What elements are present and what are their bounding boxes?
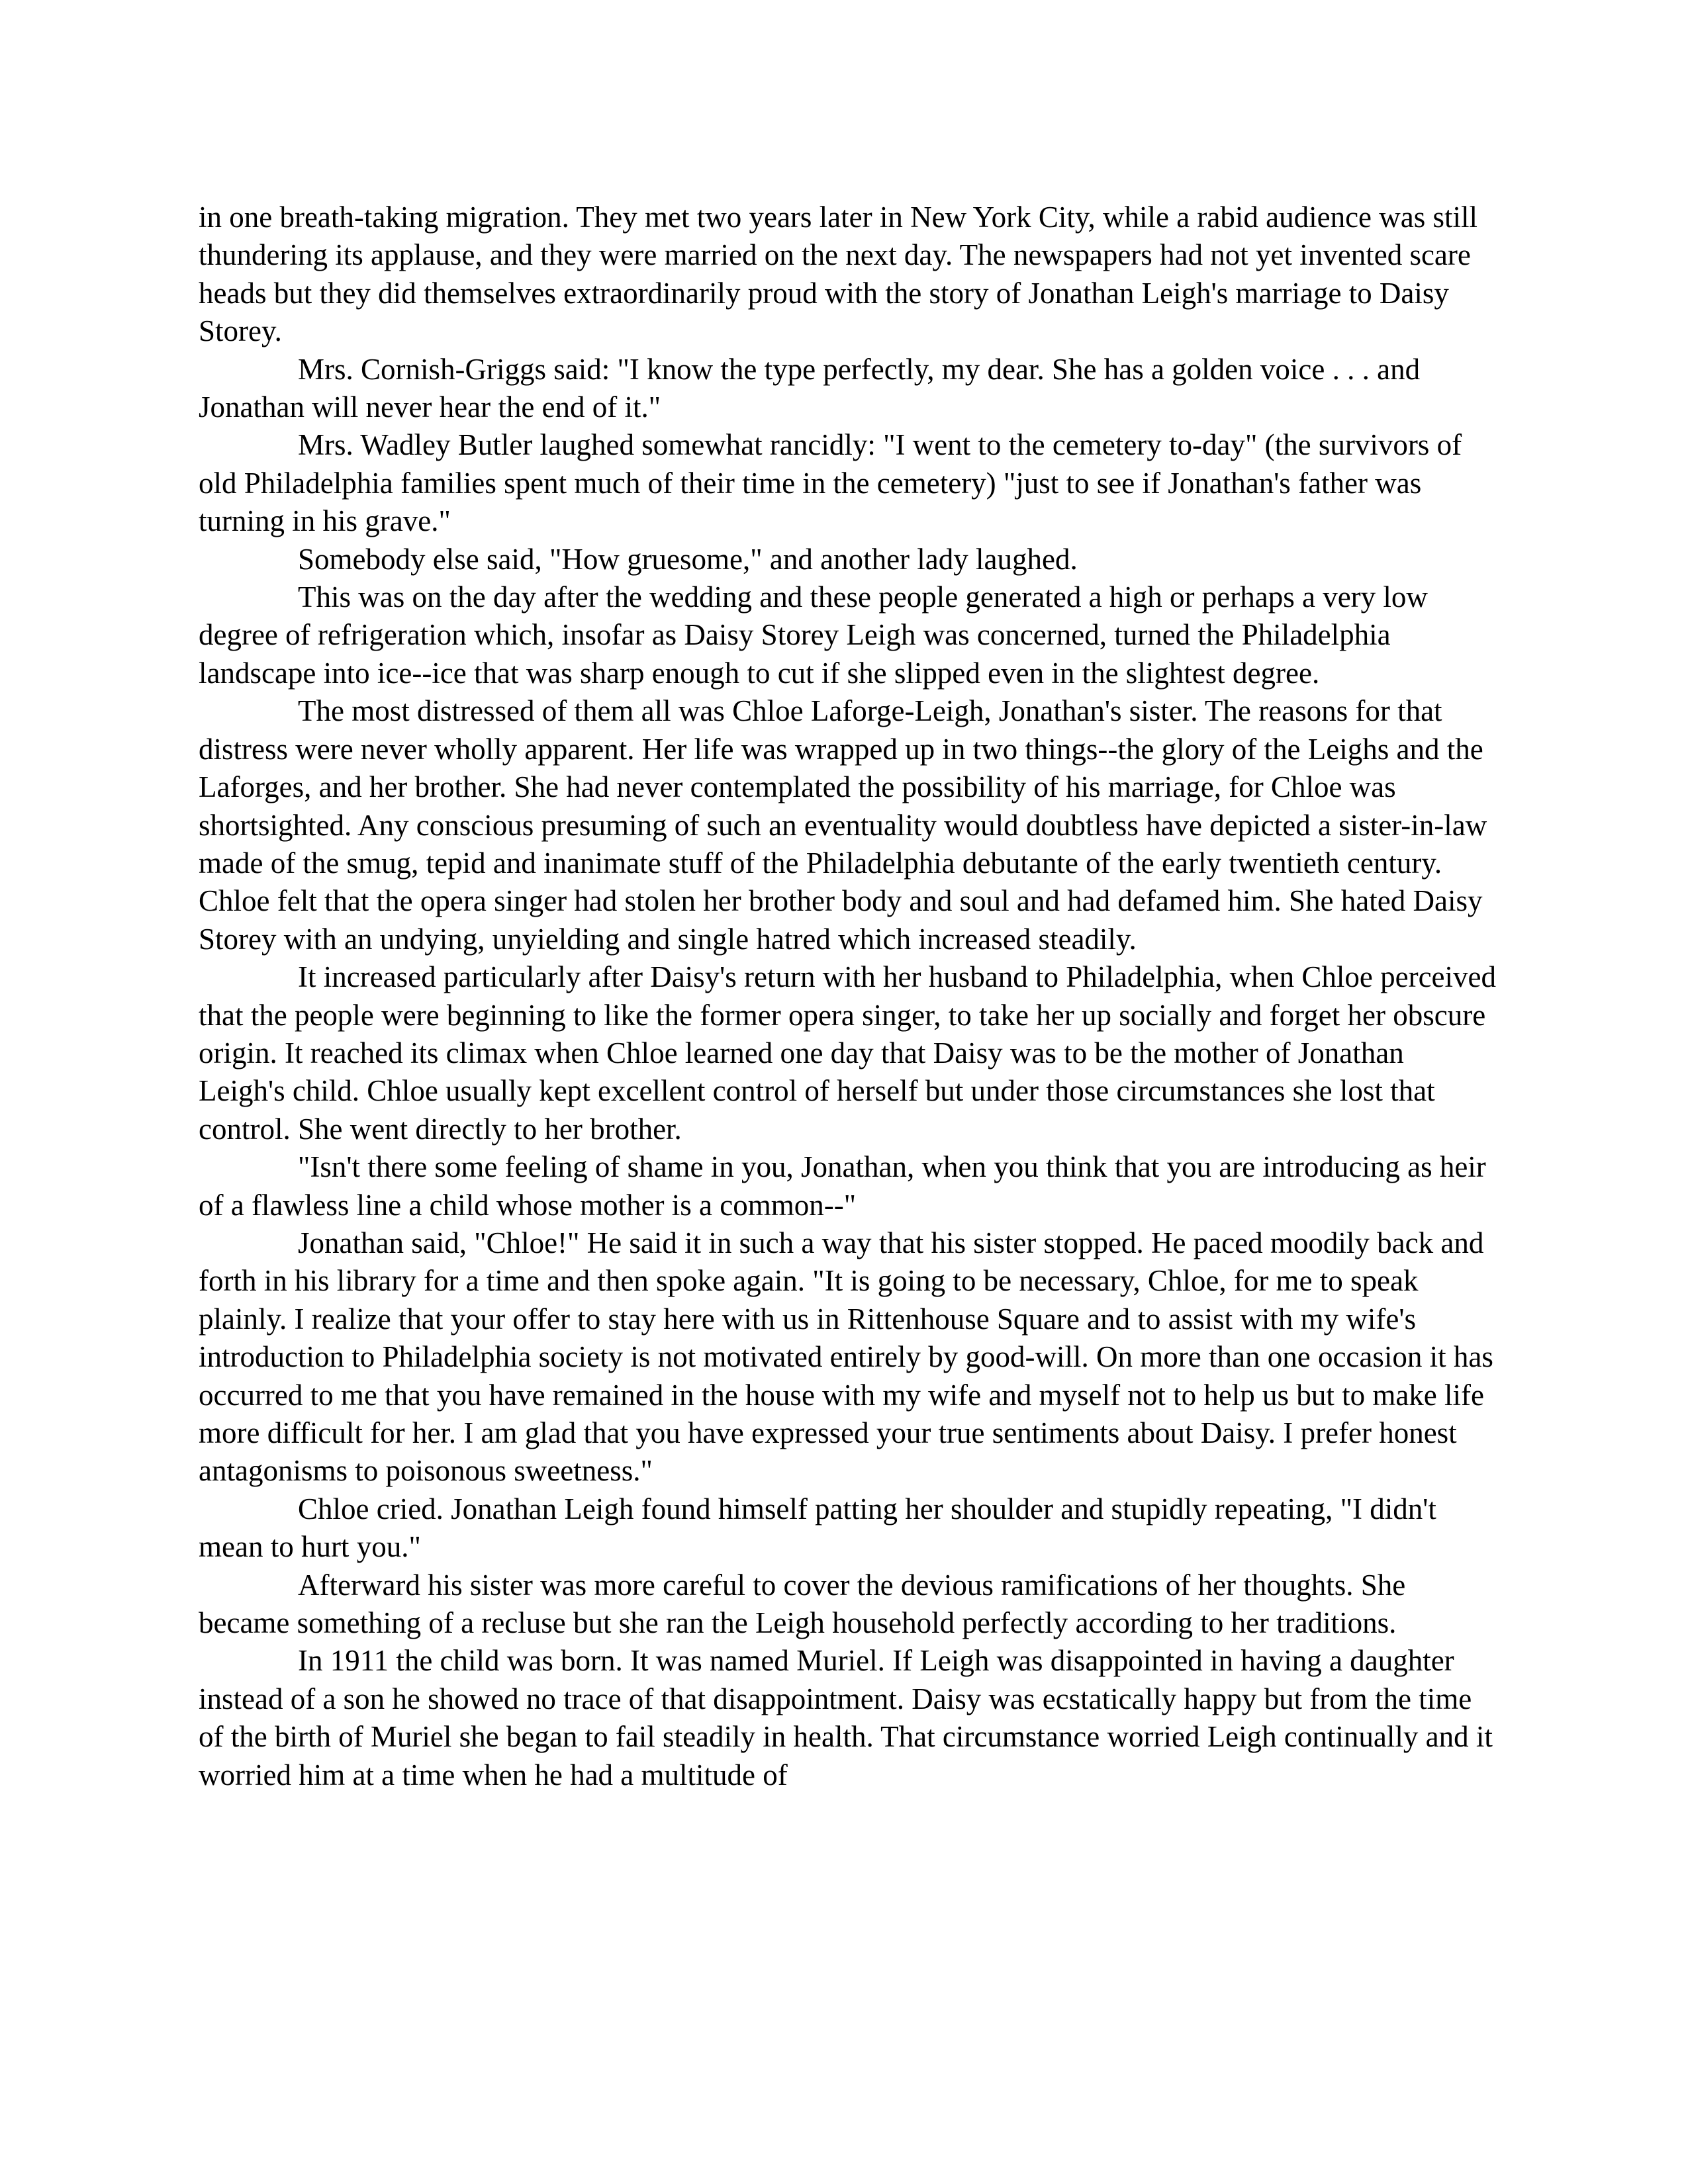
paragraph-daisy-return: It increased particularly after Daisy's return with her husband to Philadelphia, when Chloe perceived that the people were beginning to like the former opera singer, to take her up socially and forget her obscure origin. It reached its climax when Chloe learned one day that Daisy was to be the mother of Jonathan Leigh's child. Chloe usually kept excellent control of herself but under those circumstances she lost that control. She went directly to her brother. bbox=[199, 960, 1496, 1146]
paragraph-shame: "Isn't there some feeling of shame in you, Jonathan, when you think that you are introducing as heir of a flawless line a child whose mother is a common--" bbox=[199, 1150, 1486, 1222]
document-page bbox=[199, 199, 1496, 1794]
paragraph-cornish-griggs: Mrs. Cornish-Griggs said: "I know the type perfectly, my dear. She has a golden voice . . . and Jonathan will never hear the end of it." bbox=[199, 352, 1421, 424]
paragraph-refrigeration: This was on the day after the wedding and these people generated a high or perhaps a very low degree of refrigeration which, insofar as Daisy Storey Leigh was concerned, turned the Philadelphia landscape into ice--ice that was sharp enough to cut if she slipped even in the slightest degree. bbox=[199, 580, 1428, 690]
paragraph-chloe-distress: The most distressed of them all was Chloe Laforge-Leigh, Jonathan's sister. The reasons for that distress were never wholly apparent. Her life was wrapped up in two things--the glory of the Leighs and the Laforges, and her brother. She had never contemplated the possibility of his marriage, for Chloe was shortsighted. Any conscious presuming of such an eventuality would doubtless have depicted a sister-in-law made of the smug, tepid and inanimate stuff of the Philadelphia debutante of the early twentieth century. Chloe felt that the opera singer had stolen her brother body and soul and had defamed him. She hated Daisy Storey with an undying, unyielding and single hatred which increased steadily. bbox=[199, 694, 1487, 956]
paragraph-gruesome: Somebody else said, "How gruesome," and another lady laughed. bbox=[298, 542, 1078, 576]
paragraph-jonathan-speech: Jonathan said, "Chloe!" He said it in such a way that his sister stopped. He paced moodily back and forth in his library for a time and then spoke again. "It is going to be necessary, Chloe, for me to speak plainly. I realize that your offer to stay here with us in Rittenhouse Square and to assist with my wife's introduction to Philadelphia society is not motivated entirely by good-will. On more than one occasion it has occurred to me that you have remained in the house with my wife and myself not to help us but to make life more difficult for her. I am glad that you have expressed your true sentiments about Daisy. I prefer honest antagonisms to poisonous sweetness." bbox=[199, 1226, 1493, 1488]
paragraph-continuation: in one breath-taking migration. They met two years later in New York City, while a rabid audience was still thundering its applause, and they were married on the next day. The newspapers had not yet invented scare heads but they did themselves extraordinarily proud with the story of Jonathan Leigh's marriage to Daisy Storey. bbox=[199, 201, 1478, 348]
paragraph-muriel-born: In 1911 the child was born. It was named Muriel. If Leigh was disappointed in having a daughter instead of a son he showed no trace of that disappointment. Daisy was ecstatically happy but from the time of the birth of Muriel she began to fail steadily in health. That circumstance worried Leigh continually and it worried him at a time when he had a multitude of bbox=[199, 1644, 1493, 1792]
paragraph-chloe-cried: Chloe cried. Jonathan Leigh found himself patting her shoulder and stupidly repeating, "I didn't mean to hurt you." bbox=[199, 1492, 1436, 1564]
paragraph-afterward: Afterward his sister was more careful to cover the devious ramifications of her thoughts. She became something of a recluse but she ran the Leigh household perfectly according to her traditions. bbox=[199, 1568, 1406, 1640]
paragraph-wadley-butler: Mrs. Wadley Butler laughed somewhat rancidly: "I went to the cemetery to-day" (the survivors of old Philadelphia families spent much of their time in the cemetery) "just to see if Jonathan's father was turning in his grave." bbox=[199, 428, 1462, 538]
